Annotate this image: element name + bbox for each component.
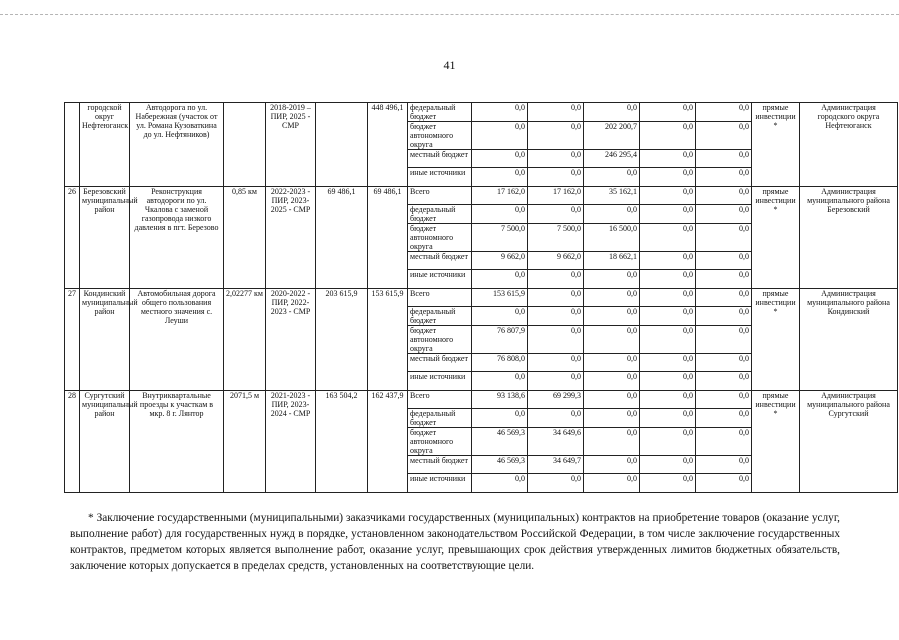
amount-cell: 0,0	[640, 391, 696, 409]
amount-cell: 0,0	[472, 474, 528, 493]
amount-cell: 0,0	[696, 474, 752, 493]
amount-cell: 202 200,7	[584, 122, 640, 150]
funding-source-cell: местный бюджет	[408, 354, 472, 372]
amount-cell: 0,0	[584, 456, 640, 474]
mechanism-cell: прямые инвестиции *	[752, 391, 800, 493]
row-number: 27	[65, 289, 80, 391]
mechanism-cell: прямые инвестиции *	[752, 289, 800, 391]
amount-cell: 0,0	[640, 187, 696, 205]
amount-cell: 0,0	[696, 150, 752, 168]
amount-cell: 0,0	[584, 326, 640, 354]
amount-cell: 0,0	[640, 428, 696, 456]
remaining-cost-cell: 448 496,1	[368, 103, 408, 187]
amount-cell: 0,0	[584, 205, 640, 224]
amount-cell: 76 808,0	[472, 354, 528, 372]
amount-cell: 0,0	[472, 307, 528, 326]
amount-cell: 16 500,0	[584, 224, 640, 252]
amount-cell: 0,0	[528, 474, 584, 493]
amount-cell: 0,0	[584, 428, 640, 456]
amount-cell: 0,0	[696, 391, 752, 409]
amount-cell: 0,0	[472, 168, 528, 187]
amount-cell: 0,0	[528, 103, 584, 122]
amount-cell: 0,0	[528, 168, 584, 187]
amount-cell: 0,0	[528, 122, 584, 150]
amount-cell: 0,0	[528, 354, 584, 372]
amount-cell: 0,0	[640, 122, 696, 150]
amount-cell: 0,0	[696, 270, 752, 289]
object-cell: Реконструкция автодороги по ул. Чкалова с заменой газопровода низкого давления в пгт. Березово	[130, 187, 224, 289]
amount-cell: 0,0	[696, 307, 752, 326]
amount-cell: 7 500,0	[472, 224, 528, 252]
capacity-cell: 0,85 км	[224, 187, 266, 289]
amount-cell: 0,0	[584, 168, 640, 187]
client-cell: Администрация муниципального района Кондинский	[800, 289, 898, 391]
amount-cell: 18 662,1	[584, 252, 640, 270]
row-number: 26	[65, 187, 80, 289]
amount-cell: 0,0	[640, 326, 696, 354]
amount-cell: 0,0	[640, 409, 696, 428]
amount-cell: 9 662,0	[472, 252, 528, 270]
amount-cell: 246 295,4	[584, 150, 640, 168]
funding-source-cell: иные источники	[408, 372, 472, 391]
amount-cell: 0,0	[528, 409, 584, 428]
funding-source-cell: бюджет автономного округа	[408, 428, 472, 456]
amount-cell: 0,0	[472, 270, 528, 289]
period-cell: 2018-2019 – ПИР, 2025 - СМР	[266, 103, 316, 187]
amount-cell: 69 299,3	[528, 391, 584, 409]
amount-cell: 0,0	[696, 428, 752, 456]
amount-cell: 0,0	[696, 372, 752, 391]
amount-cell: 0,0	[472, 150, 528, 168]
amount-cell: 0,0	[528, 307, 584, 326]
amount-cell: 0,0	[696, 456, 752, 474]
table-row	[65, 187, 898, 205]
amount-cell: 0,0	[584, 103, 640, 122]
amount-cell: 0,0	[696, 289, 752, 307]
period-cell: 2022-2023 - ПИР, 2023-2025 - СМР	[266, 187, 316, 289]
investment-table	[64, 102, 898, 493]
capacity-cell	[224, 103, 266, 187]
amount-cell: 0,0	[472, 205, 528, 224]
remaining-cost-cell: 162 437,9	[368, 391, 408, 493]
amount-cell: 0,0	[640, 372, 696, 391]
amount-cell: 0,0	[472, 122, 528, 150]
footnote	[70, 510, 840, 574]
remaining-cost-cell: 153 615,9	[368, 289, 408, 391]
funding-source-cell: иные источники	[408, 168, 472, 187]
amount-cell: 0,0	[640, 474, 696, 493]
amount-cell: 0,0	[640, 224, 696, 252]
municipality-cell: Кондинский муниципальный район	[80, 289, 130, 391]
amount-cell: 35 162,1	[584, 187, 640, 205]
amount-cell: 0,0	[584, 391, 640, 409]
amount-cell: 9 662,0	[528, 252, 584, 270]
amount-cell: 0,0	[584, 474, 640, 493]
funding-source-cell: Всего	[408, 391, 472, 409]
funding-source-cell: местный бюджет	[408, 456, 472, 474]
amount-cell: 0,0	[696, 122, 752, 150]
scan-top-edge	[0, 14, 899, 15]
municipality-cell: городской округ Нефтеюганск	[80, 103, 130, 187]
estimated-cost-cell: 163 504,2	[316, 391, 368, 493]
funding-source-cell: федеральный бюджет	[408, 307, 472, 326]
funding-source-cell: иные источники	[408, 270, 472, 289]
amount-cell: 0,0	[696, 326, 752, 354]
funding-source-cell: бюджет автономного округа	[408, 326, 472, 354]
object-cell: Внутриквартальные проезды к участкам в мкр. 8 г. Лянтор	[130, 391, 224, 493]
page-number: 41	[443, 58, 456, 72]
amount-cell: 0,0	[696, 205, 752, 224]
funding-source-cell: бюджет автономного округа	[408, 122, 472, 150]
funding-source-cell: иные источники	[408, 474, 472, 493]
table-row	[65, 289, 898, 307]
client-cell: Администрация муниципального района Березовский	[800, 187, 898, 289]
object-cell: Автомобильная дорога общего пользования местного значения с. Леуши	[130, 289, 224, 391]
amount-cell: 0,0	[584, 289, 640, 307]
amount-cell: 0,0	[584, 307, 640, 326]
municipality-cell: Сургутский муниципальный район	[80, 391, 130, 493]
object-cell: Автодорога по ул. Набережная (участок от ул. Романа Кузоваткина до ул. Нефтяников)	[130, 103, 224, 187]
amount-cell: 0,0	[528, 205, 584, 224]
amount-cell: 0,0	[640, 205, 696, 224]
client-cell: Администрация городского округа Нефтеюганск	[800, 103, 898, 187]
period-cell: 2021-2023 - ПИР, 2023-2024 - СМР	[266, 391, 316, 493]
municipality-cell: Березовский муниципальный район	[80, 187, 130, 289]
amount-cell: 0,0	[584, 270, 640, 289]
amount-cell: 0,0	[696, 354, 752, 372]
mechanism-cell: прямые инвестиции *	[752, 187, 800, 289]
table-row	[65, 391, 898, 409]
period-cell: 2020-2022 - ПИР, 2022-2023 - СМР	[266, 289, 316, 391]
amount-cell: 0,0	[528, 150, 584, 168]
funding-source-cell: федеральный бюджет	[408, 205, 472, 224]
funding-source-cell: местный бюджет	[408, 252, 472, 270]
amount-cell: 0,0	[640, 289, 696, 307]
estimated-cost-cell	[316, 103, 368, 187]
footnote-text: * Заключение государственными (муниципальными) заказчиками государственных (муниципальных) контрактов на приобретение товаров (оказание услуг, выполнение работ) для государственных нужд в порядке, установленном законодательством Российской Федерации, в том числе заключение государственных контрактов, предметом которых является выполнение работ, оказание услуг, превышающих срок действия утвержденных лимитов бюджетных обязательств, заключение которых допускается в пределах средств, установленных на соответствующие цели.	[70, 512, 840, 572]
amount-cell: 34 649,7	[528, 456, 584, 474]
client-cell: Администрация муниципального района Сургутский	[800, 391, 898, 493]
amount-cell: 93 138,6	[472, 391, 528, 409]
amount-cell: 17 162,0	[472, 187, 528, 205]
funding-source-cell: местный бюджет	[408, 150, 472, 168]
funding-source-cell: федеральный бюджет	[408, 409, 472, 428]
amount-cell: 46 569,3	[472, 456, 528, 474]
funding-source-cell: федеральный бюджет	[408, 103, 472, 122]
amount-cell: 0,0	[528, 270, 584, 289]
amount-cell: 0,0	[472, 372, 528, 391]
funding-source-cell: Всего	[408, 187, 472, 205]
remaining-cost-cell: 69 486,1	[368, 187, 408, 289]
amount-cell: 0,0	[584, 354, 640, 372]
amount-cell: 17 162,0	[528, 187, 584, 205]
capacity-cell: 2071,5 м	[224, 391, 266, 493]
amount-cell: 46 569,3	[472, 428, 528, 456]
amount-cell: 0,0	[640, 252, 696, 270]
amount-cell: 0,0	[640, 103, 696, 122]
row-number: 28	[65, 391, 80, 493]
amount-cell: 0,0	[528, 372, 584, 391]
amount-cell: 0,0	[640, 307, 696, 326]
amount-cell: 153 615,9	[472, 289, 528, 307]
amount-cell: 0,0	[696, 103, 752, 122]
amount-cell: 0,0	[696, 187, 752, 205]
amount-cell: 34 649,6	[528, 428, 584, 456]
amount-cell: 0,0	[640, 354, 696, 372]
capacity-cell: 2,02277 км	[224, 289, 266, 391]
estimated-cost-cell: 203 615,9	[316, 289, 368, 391]
mechanism-cell: прямые инвестиции *	[752, 103, 800, 187]
amount-cell: 0,0	[640, 456, 696, 474]
estimated-cost-cell: 69 486,1	[316, 187, 368, 289]
amount-cell: 0,0	[696, 252, 752, 270]
amount-cell: 7 500,0	[528, 224, 584, 252]
amount-cell: 0,0	[472, 103, 528, 122]
amount-cell: 0,0	[640, 270, 696, 289]
amount-cell: 0,0	[640, 168, 696, 187]
amount-cell: 0,0	[528, 289, 584, 307]
row-number	[65, 103, 80, 187]
funding-source-cell: бюджет автономного округа	[408, 224, 472, 252]
amount-cell: 0,0	[696, 409, 752, 428]
table-row	[65, 103, 898, 122]
amount-cell: 76 807,9	[472, 326, 528, 354]
amount-cell: 0,0	[696, 168, 752, 187]
amount-cell: 0,0	[472, 409, 528, 428]
amount-cell: 0,0	[528, 326, 584, 354]
funding-source-cell: Всего	[408, 289, 472, 307]
amount-cell: 0,0	[696, 224, 752, 252]
amount-cell: 0,0	[640, 150, 696, 168]
amount-cell: 0,0	[584, 372, 640, 391]
amount-cell: 0,0	[584, 409, 640, 428]
